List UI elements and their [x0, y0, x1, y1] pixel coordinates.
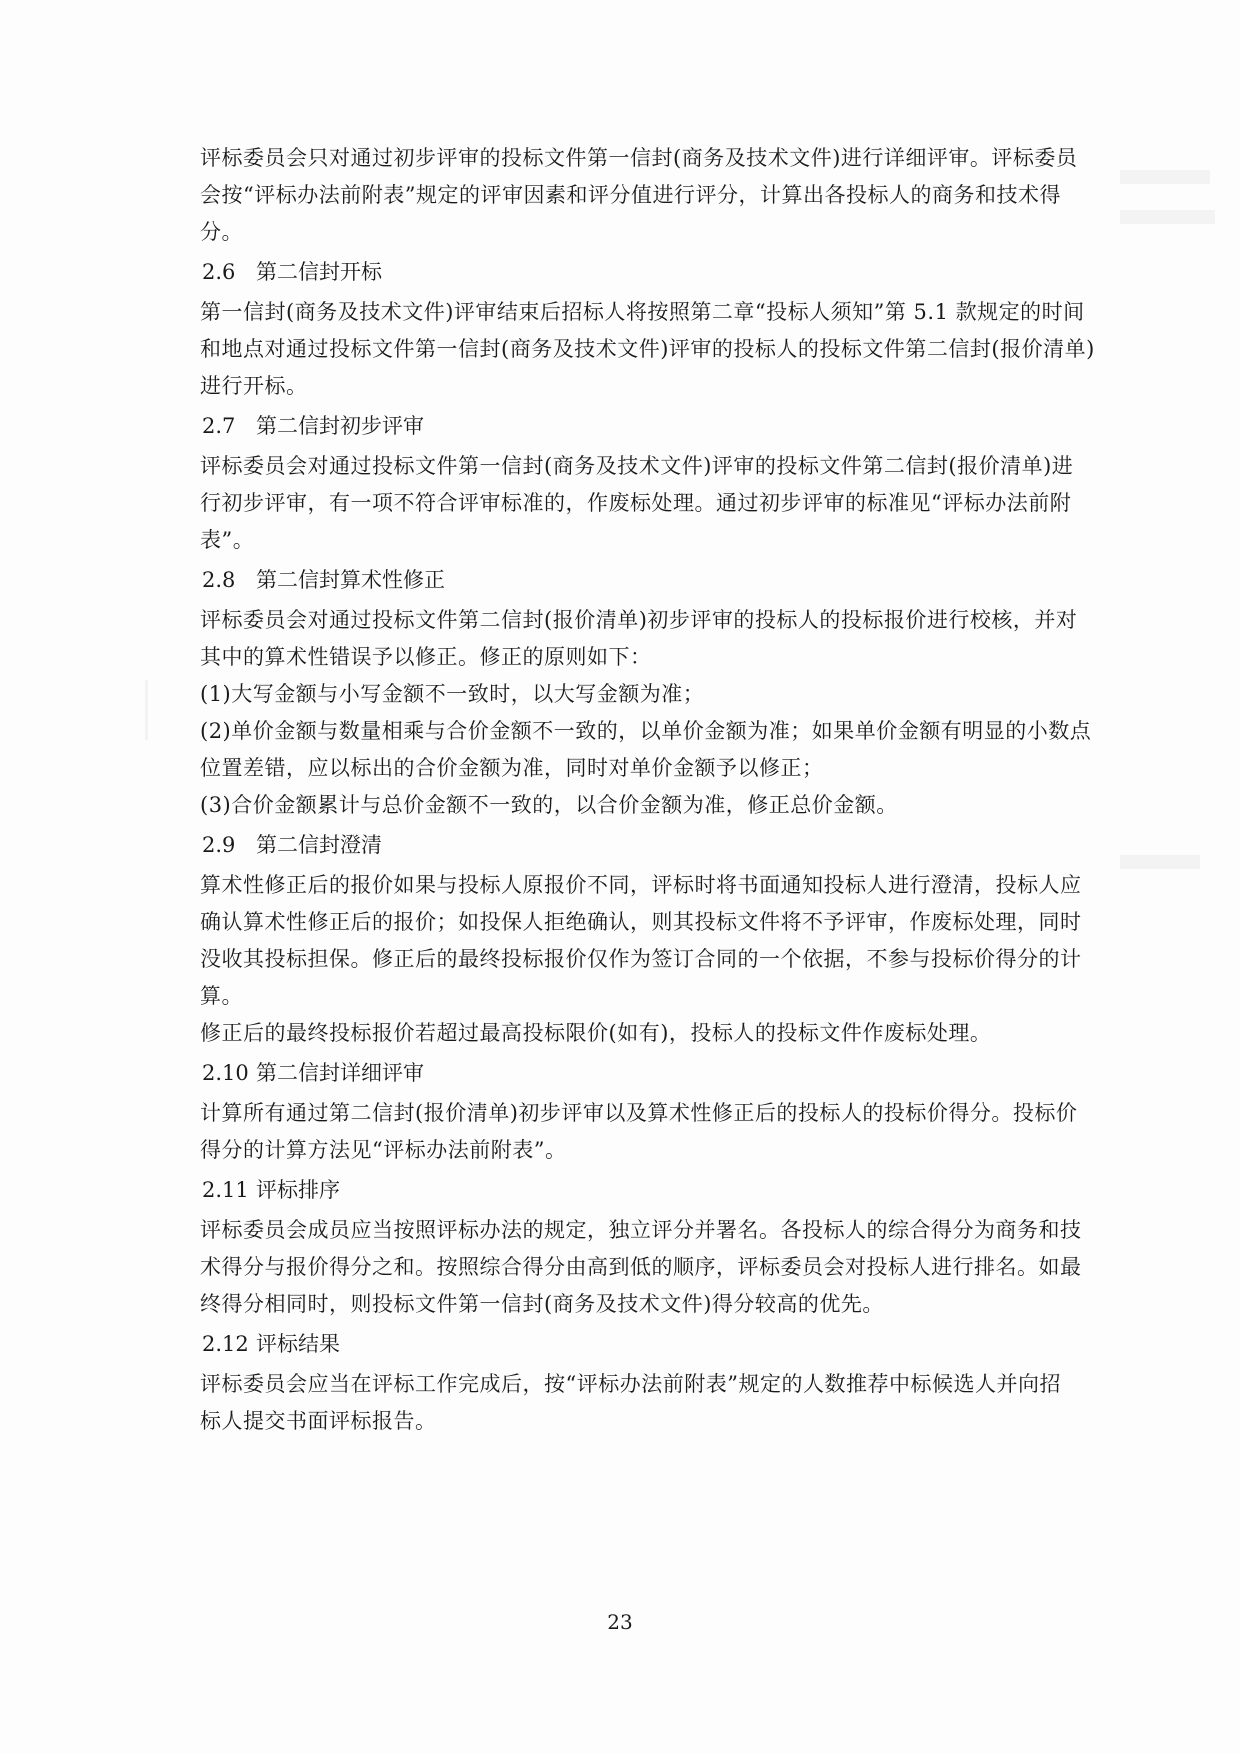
- text-line: 评标委员会对通过投标文件第二信封(报价清单)初步评审的投标人的投标报价进行校核，并对: [200, 608, 1078, 632]
- text-line: 位置差错，应以标出的合价金额为准，同时对单价金额予以修正；: [200, 756, 824, 780]
- text-line: 会按“评标办法前附表”规定的评审因素和评分值进行评分，计算出各投标人的商务和技术得: [200, 183, 1061, 207]
- section-title: 评标排序: [256, 1178, 340, 1202]
- text-line: 确认算术性修正后的报价；如投保人拒绝确认，则其投标文件将不予评审，作废标处理，同时: [200, 910, 1082, 934]
- document-body: [200, 140, 1120, 1443]
- page-number: 23: [607, 1610, 633, 1634]
- paragraph: [200, 448, 1120, 559]
- section-heading: [200, 827, 1120, 864]
- paragraph: [200, 1366, 1120, 1440]
- section-title: 第二信封开标: [256, 260, 382, 284]
- section-title: 第二信封详细评审: [256, 1061, 424, 1085]
- text-line: 算术性修正后的报价如果与投标人原报价不同，评标时将书面通知投标人进行澄清，投标人应: [200, 873, 1082, 897]
- text-line: 进行开标。: [200, 374, 308, 398]
- text-line: 评标委员会成员应当按照评标办法的规定，独立评分并署名。各投标人的综合得分为商务和技: [200, 1218, 1082, 1242]
- text-line: 其中的算术性错误予以修正。修正的原则如下：: [200, 645, 652, 669]
- paragraph: [200, 294, 1120, 405]
- paragraph: [200, 867, 1120, 1052]
- section-heading: [200, 254, 1120, 291]
- text-line: 分。: [200, 220, 243, 244]
- section-number: 2.8: [202, 568, 236, 592]
- bleed-through-mark: [1120, 170, 1210, 184]
- paragraph: [200, 1095, 1120, 1169]
- text-line: 终得分相同时，则投标文件第一信封(商务及技术文件)得分较高的优先。: [200, 1292, 884, 1316]
- text-line: 行初步评审，有一项不符合评审标准的，作废标处理。通过初步评审的标准见“评标办法前附: [200, 491, 1072, 515]
- text-line: 得分的计算方法见“评标办法前附表”。: [200, 1138, 567, 1162]
- text-line: (2)单价金额与数量相乘与合价金额不一致的，以单价金额为准；如果单价金额有明显的小数点: [200, 719, 1092, 743]
- section-number: 2.12: [202, 1332, 249, 1356]
- text-line: 术得分与报价得分之和。按照综合得分由高到低的顺序，评标委员会对投标人进行排名。如最: [200, 1255, 1082, 1279]
- text-line: (1)大写金额与小写金额不一致时，以大写金额为准；: [200, 682, 705, 706]
- section-heading: [200, 408, 1120, 445]
- section-title: 第二信封初步评审: [256, 414, 424, 438]
- text-line: 算。: [200, 984, 243, 1008]
- section-title: 第二信封澄清: [256, 833, 382, 857]
- section-number: 2.11: [202, 1178, 249, 1202]
- bleed-through-mark: [1120, 210, 1215, 224]
- text-line: 计算所有通过第二信封(报价清单)初步评审以及算术性修正后的投标人的投标价得分。投标价: [200, 1101, 1078, 1125]
- section-title: 评标结果: [256, 1332, 340, 1356]
- text-line: 表”。: [200, 528, 255, 552]
- bleed-through-mark: [1120, 855, 1200, 869]
- section-heading: [200, 1055, 1120, 1092]
- text-line: 修正后的最终投标报价若超过最高投标限价(如有)，投标人的投标文件作废标处理。: [200, 1021, 992, 1045]
- text-line: 评标委员会应当在评标工作完成后，按“评标办法前附表”规定的人数推荐中标候选人并向招: [200, 1372, 1061, 1396]
- paragraph: [200, 602, 1120, 824]
- section-number: 2.9: [202, 833, 236, 857]
- section-heading: [200, 1172, 1120, 1209]
- text-line: 标人提交书面评标报告。: [200, 1409, 437, 1433]
- text-line: 评标委员会对通过投标文件第一信封(商务及技术文件)评审的投标文件第二信封(报价清单)进: [200, 454, 1074, 478]
- text-line: 没收其投标担保。修正后的最终投标报价仅作为签订合同的一个依据，不参与投标价得分的计: [200, 947, 1082, 971]
- section-number: 2.7: [202, 414, 236, 438]
- text-line: 第一信封(商务及技术文件)评审结束后招标人将按照第二章“投标人须知”第 5.1 款规定的时间: [200, 300, 1085, 324]
- text-line: (3)合价金额累计与总价金额不一致的，以合价金额为准，修正总价金额。: [200, 793, 898, 817]
- section-heading: [200, 1326, 1120, 1363]
- bleed-through-mark: [145, 680, 148, 740]
- text-line: 评标委员会只对通过初步评审的投标文件第一信封(商务及技术文件)进行详细评审。评标委员: [200, 146, 1078, 170]
- section-title: 第二信封算术性修正: [256, 568, 445, 592]
- section-heading: [200, 562, 1120, 599]
- text-line: 和地点对通过投标文件第一信封(商务及技术文件)评审的投标人的投标文件第二信封(报价清单): [200, 337, 1095, 361]
- section-number: 2.10: [202, 1061, 249, 1085]
- section-number: 2.6: [202, 260, 236, 284]
- paragraph: [200, 1212, 1120, 1323]
- paragraph: [200, 140, 1120, 251]
